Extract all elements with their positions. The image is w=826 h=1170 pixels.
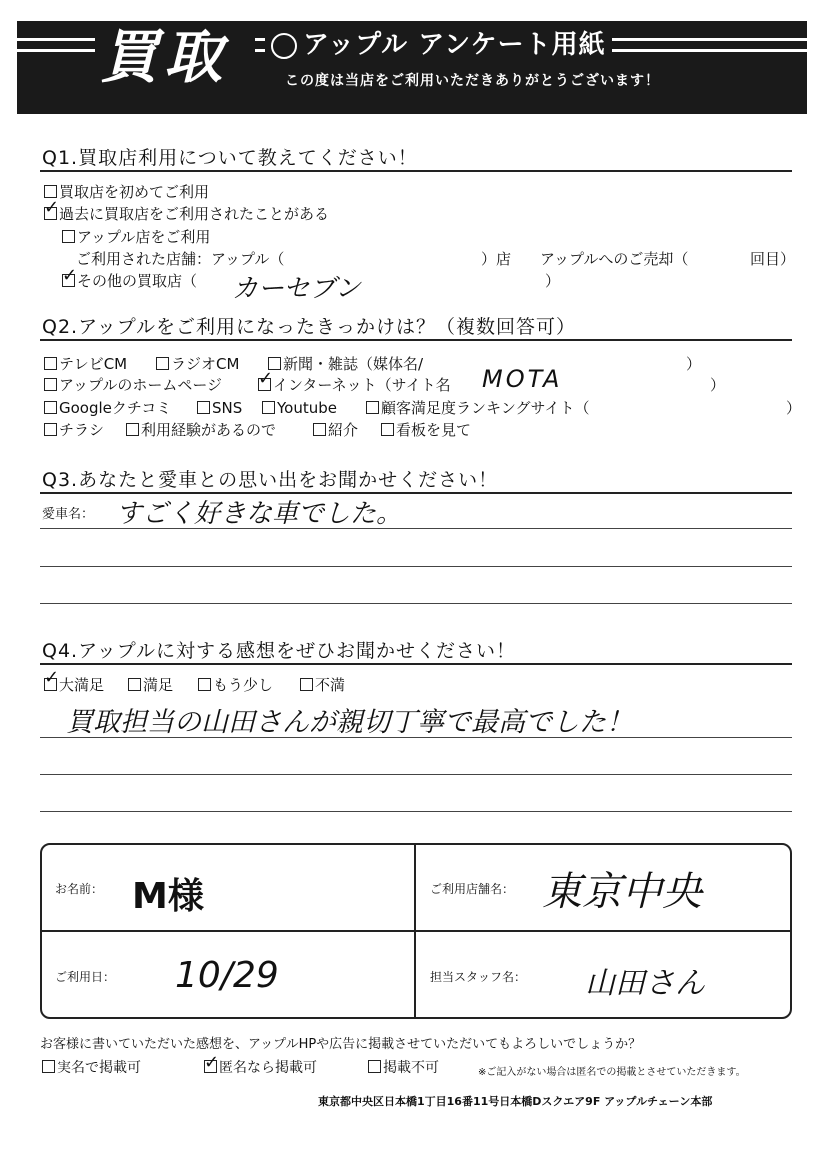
checkmark-icon: ✓ xyxy=(204,1052,220,1073)
checkmark-icon: ✓ xyxy=(62,265,78,286)
checkmark-icon: ✓ xyxy=(258,368,274,389)
checkbox[interactable] xyxy=(128,678,141,691)
q2-internet-close: ） xyxy=(710,376,726,394)
q1-other-close: ） xyxy=(545,272,561,290)
q1-title: Q1.買取店利用について教えてください！ xyxy=(42,147,418,169)
company-address: 東京都中央区日本橋1丁目16番11号日本橋Dスクエア9F アップルチェーン本部 xyxy=(318,1095,713,1108)
q2-option-experience[interactable]: 利用経験があるので xyxy=(126,421,276,439)
q4-option-very-satisfied[interactable]: 大満足 xyxy=(44,676,104,694)
checkbox[interactable] xyxy=(313,423,326,436)
handwritten-car-memory[interactable]: すごく好きな車でした。 xyxy=(116,499,403,529)
checkmark-icon: ✓ xyxy=(44,667,60,688)
q1-rule xyxy=(40,170,792,172)
q4-line-3 xyxy=(40,811,792,812)
q2-rule xyxy=(40,339,792,341)
q1-option-other-store[interactable]: その他の買取店（ xyxy=(62,272,197,290)
handwritten-impression[interactable]: 買取担当の山田さんが親切丁寧で最高でした！ xyxy=(66,707,633,738)
q2-option-homepage[interactable]: アップルのホームページ xyxy=(44,376,222,394)
checkbox[interactable] xyxy=(126,423,139,436)
q4-rule xyxy=(40,663,792,665)
q2-option-internet[interactable]: インターネット（サイト名 xyxy=(258,376,451,394)
apple-logo-icon xyxy=(271,33,297,59)
q2-ranking-close: ） xyxy=(786,399,802,417)
staff-name-label: 担当スタッフ名： xyxy=(430,970,527,984)
q4-option-bit-more[interactable]: もう少し xyxy=(198,676,273,694)
checkbox[interactable] xyxy=(300,678,313,691)
handwritten-other-store: カーセブン xyxy=(232,274,361,304)
store-name-value[interactable]: 東京中央 xyxy=(542,869,702,915)
consent-real-name[interactable]: 実名で掲載可 xyxy=(42,1059,141,1077)
q4-option-unsatisfied[interactable]: 不満 xyxy=(300,676,345,694)
q2-option-sns[interactable]: SNS xyxy=(197,399,242,417)
car-name-label: 愛車名： xyxy=(42,507,95,522)
checkbox[interactable] xyxy=(197,401,210,414)
consent-question: お客様に書いていただいた感想を、アップルHPや広告に掲載させていただいてもよろしいでしょうか？ xyxy=(40,1037,642,1052)
q4-option-satisfied[interactable]: 満足 xyxy=(128,676,173,694)
kaitori-logo: 買取 xyxy=(100,23,229,91)
checkbox[interactable] xyxy=(381,423,394,436)
date-value[interactable]: 10/29 xyxy=(175,955,279,996)
checkbox[interactable] xyxy=(198,678,211,691)
checkbox[interactable] xyxy=(156,357,169,370)
q1-option-first-time[interactable]: 買取店を初めてご利用 xyxy=(44,183,209,201)
q1-option-used-before[interactable]: 過去に買取店をご利用されたことがある xyxy=(44,205,329,223)
checkbox[interactable] xyxy=(44,357,57,370)
q2-option-tv[interactable]: テレビCM xyxy=(44,355,127,373)
q1-option-apple-store[interactable]: アップル店をご利用 xyxy=(62,228,210,246)
checkbox[interactable] xyxy=(44,423,57,436)
q2-option-referral[interactable]: 紹介 xyxy=(313,421,358,439)
form-title xyxy=(265,30,612,60)
staff-name-value[interactable]: 山田さん xyxy=(585,966,705,1001)
date-label: ご利用日： xyxy=(55,970,116,984)
checkbox[interactable] xyxy=(368,1060,381,1073)
q2-option-google[interactable]: Googleクチコミ xyxy=(44,399,171,417)
q2-option-ranking[interactable]: 顧客満足度ランキングサイト（ xyxy=(366,399,590,417)
q4-line-2 xyxy=(40,774,792,775)
q1-sold-prefix: アップルへのご売却（ xyxy=(540,250,689,268)
q3-line-1 xyxy=(40,528,792,529)
checkbox[interactable] xyxy=(42,1060,55,1073)
checkbox[interactable] xyxy=(62,230,75,243)
checkbox[interactable] xyxy=(44,378,57,391)
thanks-message: この度は当店をご利用いただきありがとうございます！ xyxy=(285,73,660,89)
name-label: お名前： xyxy=(55,882,104,896)
q2-title: Q2.アップルをご利用になったきっかけは？（複数回答可） xyxy=(42,316,576,338)
consent-anonymous[interactable]: 匿名なら掲載可 xyxy=(204,1059,317,1077)
name-value[interactable]: M様 xyxy=(132,876,204,917)
form-title-text: アップル アンケート用紙 xyxy=(303,30,606,60)
q3-title: Q3.あなたと愛車との思い出をお聞かせください！ xyxy=(42,469,499,491)
table-divider-horizontal xyxy=(40,930,792,932)
q2-newspaper-close: ） xyxy=(686,355,702,373)
q1-store-suffix: ）店 xyxy=(481,250,512,268)
q2-option-newspaper[interactable]: 新聞・雑誌（媒体名/ xyxy=(268,355,423,373)
q3-line-3 xyxy=(40,603,792,604)
consent-note: ※ご記入がない場合は匿名での掲載とさせていただきます。 xyxy=(478,1067,746,1078)
checkbox[interactable] xyxy=(44,401,57,414)
q2-option-signboard[interactable]: 看板を見て xyxy=(381,421,471,439)
consent-not-allowed[interactable]: 掲載不可 xyxy=(368,1059,439,1077)
q1-store-line: ご利用された店舗：アップル（ xyxy=(76,250,285,268)
checkmark-icon: ✓ xyxy=(44,197,60,218)
q1-sold-suffix: 回目） xyxy=(750,250,796,268)
q2-option-radio[interactable]: ラジオCM xyxy=(156,355,239,373)
handwritten-site-name: MOTA xyxy=(482,365,563,393)
store-name-label: ご利用店舗名： xyxy=(430,882,515,896)
checkbox[interactable] xyxy=(262,401,275,414)
q4-line-1 xyxy=(40,737,792,738)
checkbox[interactable] xyxy=(366,401,379,414)
q2-option-youtube[interactable]: Youtube xyxy=(262,399,337,417)
q3-line-2 xyxy=(40,566,792,567)
q4-title: Q4.アップルに対する感想をぜひお聞かせください！ xyxy=(42,640,516,662)
q2-option-flyer[interactable]: チラシ xyxy=(44,421,104,439)
